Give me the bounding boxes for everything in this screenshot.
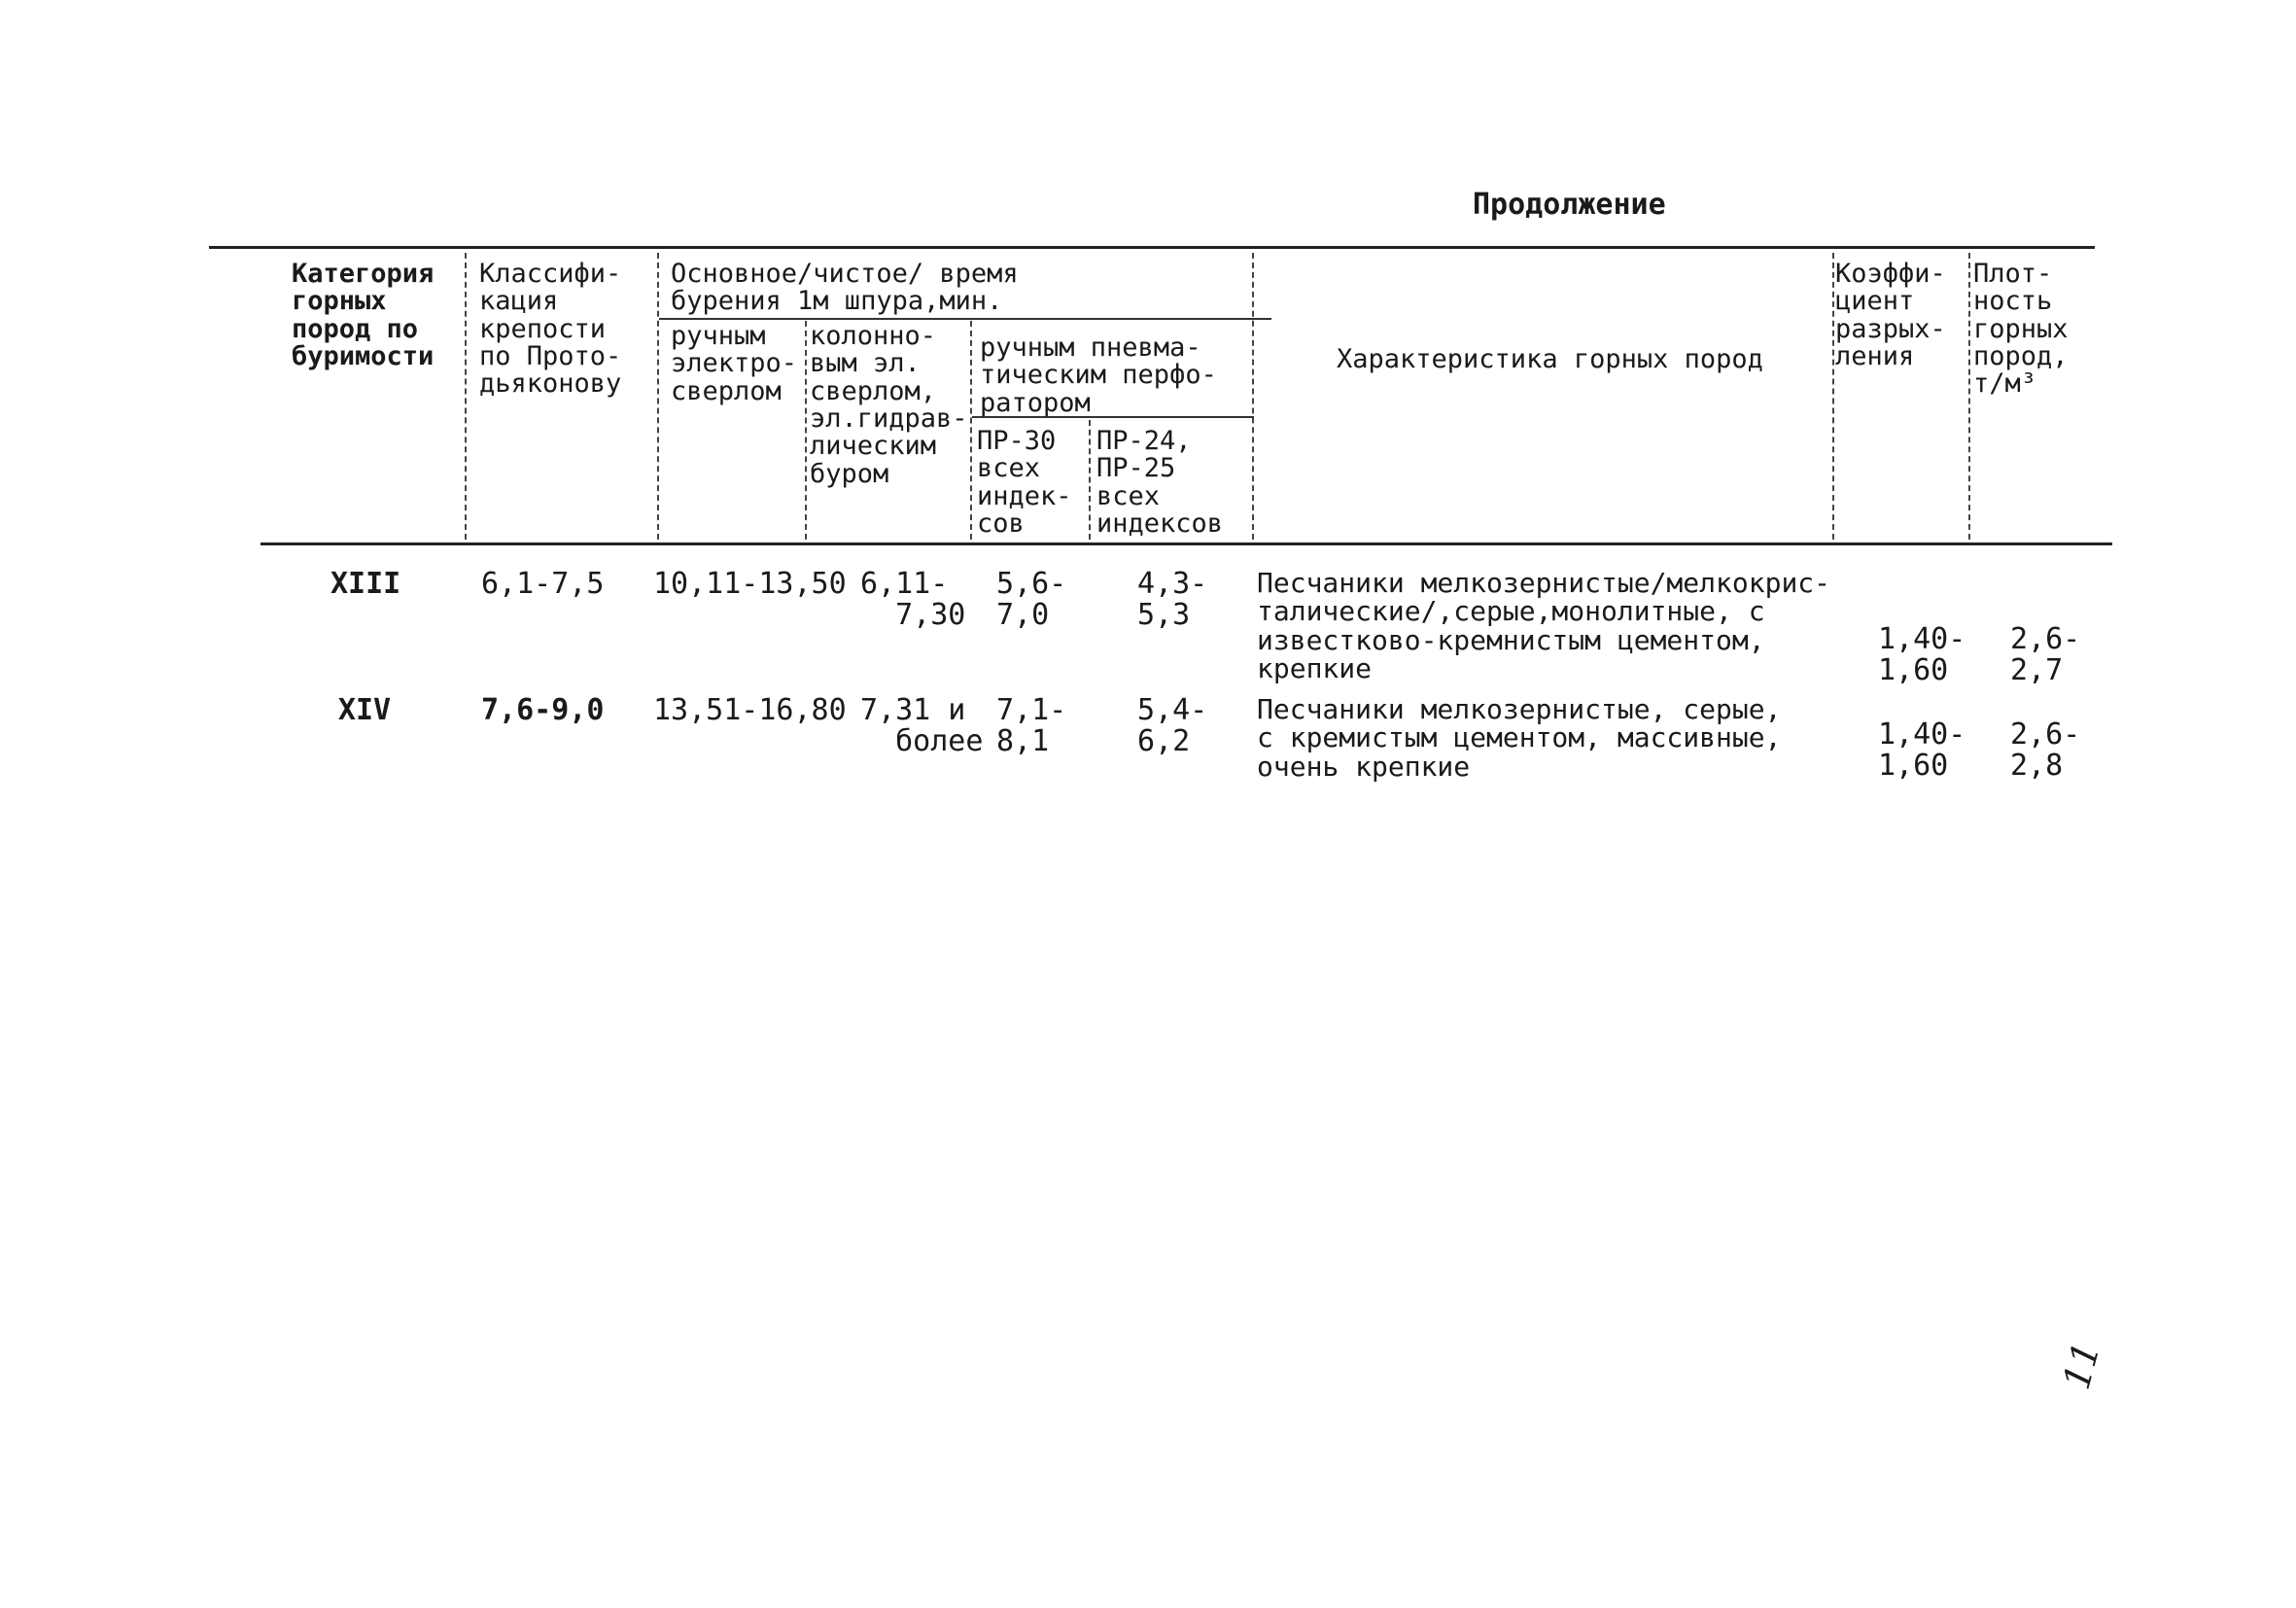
row-pr30: 7,1- 8,1 — [996, 693, 1067, 758]
header-column-electro: колонно- вым эл. сверлом, эл.гидрав- лическим буром — [810, 321, 968, 489]
row-density: 2,6- 2,7 — [2010, 622, 2081, 687]
header-density: Плот- ность горных пород, т/м³ — [1973, 259, 2069, 400]
header-divider — [657, 253, 659, 540]
row-loosening-coef: 1,40- 1,60 — [1878, 717, 1966, 783]
header-classification: Классифи- кация крепости по Прото- дьяконову — [479, 259, 622, 400]
row-classification: 6,1-7,5 — [481, 567, 605, 601]
header-divider — [1252, 253, 1254, 540]
header-divider — [1089, 420, 1091, 540]
header-divider — [1968, 253, 1970, 540]
header-time-group: Основное/чистое/ время бурения 1м шпура,мин. — [671, 259, 1019, 317]
row-column-electro: 6,11- 7,30 — [860, 567, 966, 632]
header-bottom-rule — [261, 542, 2112, 545]
header-divider — [970, 321, 972, 540]
header-pr30: ПР-30 всех индек- сов — [977, 426, 1072, 540]
row-category: XIII — [330, 567, 401, 601]
row-classification: 7,6-9,0 — [481, 693, 605, 727]
header-characteristics: Характеристика горных пород — [1337, 344, 1763, 374]
row-loosening-coef: 1,40- 1,60 — [1878, 622, 1966, 687]
row-pr24-25: 5,4- 6,2 — [1137, 693, 1208, 758]
header-divider — [465, 253, 467, 540]
page-mark: 11 — [2054, 1337, 2108, 1394]
row-characteristics: Песчаники мелкозернистые, серые, с кремистым цементом, массивные, очень крепкие — [1257, 693, 1782, 783]
row-manual-electro: 10,11-13,50 — [653, 567, 847, 601]
row-pr24-25: 4,3- 5,3 — [1137, 567, 1208, 632]
row-density: 2,6- 2,8 — [2010, 717, 2081, 783]
row-characteristics: Песчаники мелкозернистые/мелкокрис- талические/,серые,монолитные, с известково-кремнистым цементом, крепкие — [1257, 567, 1831, 685]
header-category: Категория горных пород по буримости — [292, 259, 435, 372]
row-category: XIV — [337, 693, 392, 727]
row-pr30: 5,6- 7,0 — [996, 567, 1067, 632]
header-loosening-coef: Коэффи- циент разрых- ления — [1835, 259, 1946, 372]
table-top-rule — [209, 246, 2095, 249]
row-column-electro: 7,31 и более — [860, 693, 984, 758]
header-pneumatic-group: ручным пневма- тическим перфо- ратором — [980, 332, 1217, 418]
header-pr24-25: ПР-24, ПР-25 всех индексов — [1096, 426, 1224, 540]
header-manual-electro: ручным электро- сверлом — [671, 321, 798, 406]
header-divider — [805, 321, 807, 540]
row-manual-electro: 13,51-16,80 — [653, 693, 847, 727]
header-subrule — [659, 318, 1271, 320]
header-divider — [1832, 253, 1834, 540]
continuation-label: Продолжение — [1473, 188, 1666, 222]
